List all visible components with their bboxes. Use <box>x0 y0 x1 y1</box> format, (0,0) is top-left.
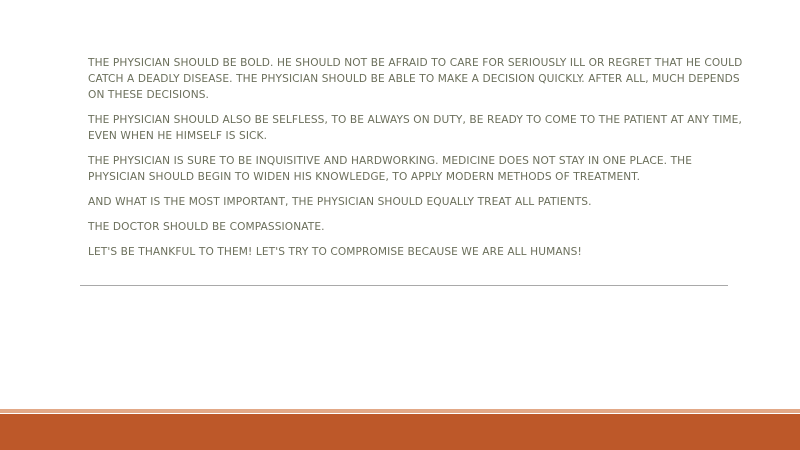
footer-accent-line <box>0 409 800 413</box>
paragraph-bold: THE PHYSICIAN SHOULD BE BOLD. HE SHOULD NOT BE AFRAID TO CARE FOR SERIOUSLY ILL OR REGRET THAT HE COULD CATCH A DEADLY DISEASE. THE PHYSICIAN SHOULD BE ABLE TO MAKE A DECISION QUICKLY. AFTER ALL, MUCH DEPENDS ON THESE DECISIONS. <box>88 57 743 101</box>
paragraph-selfless: THE PHYSICIAN SHOULD ALSO BE SELFLESS, TO BE ALWAYS ON DUTY, BE READY TO COME TO THE PATIENT AT ANY TIME, EVEN WHEN HE HIMSELF IS SICK. <box>88 114 742 142</box>
paragraph-equal-treatment: AND WHAT IS THE MOST IMPORTANT, THE PHYSICIAN SHOULD EQUALLY TREAT ALL PATIENTS. <box>88 196 592 208</box>
slide-body <box>88 55 743 269</box>
content-divider <box>80 285 728 286</box>
footer-bar <box>0 414 800 450</box>
paragraph-inquisitive: THE PHYSICIAN IS SURE TO BE INQUISITIVE AND HARDWORKING. MEDICINE DOES NOT STAY IN ONE PLACE. THE PHYSICIAN SHOULD BEGIN TO WIDEN HIS KNOWLEDGE, TO APPLY MODERN METHODS OF TREATMENT. <box>88 155 693 183</box>
paragraph-compassionate: THE DOCTOR SHOULD BE COMPASSIONATE. <box>88 221 325 233</box>
paragraph-thankful: LET'S BE THANKFUL TO THEM! LET'S TRY TO COMPROMISE BECAUSE WE ARE ALL HUMANS! <box>88 246 582 258</box>
